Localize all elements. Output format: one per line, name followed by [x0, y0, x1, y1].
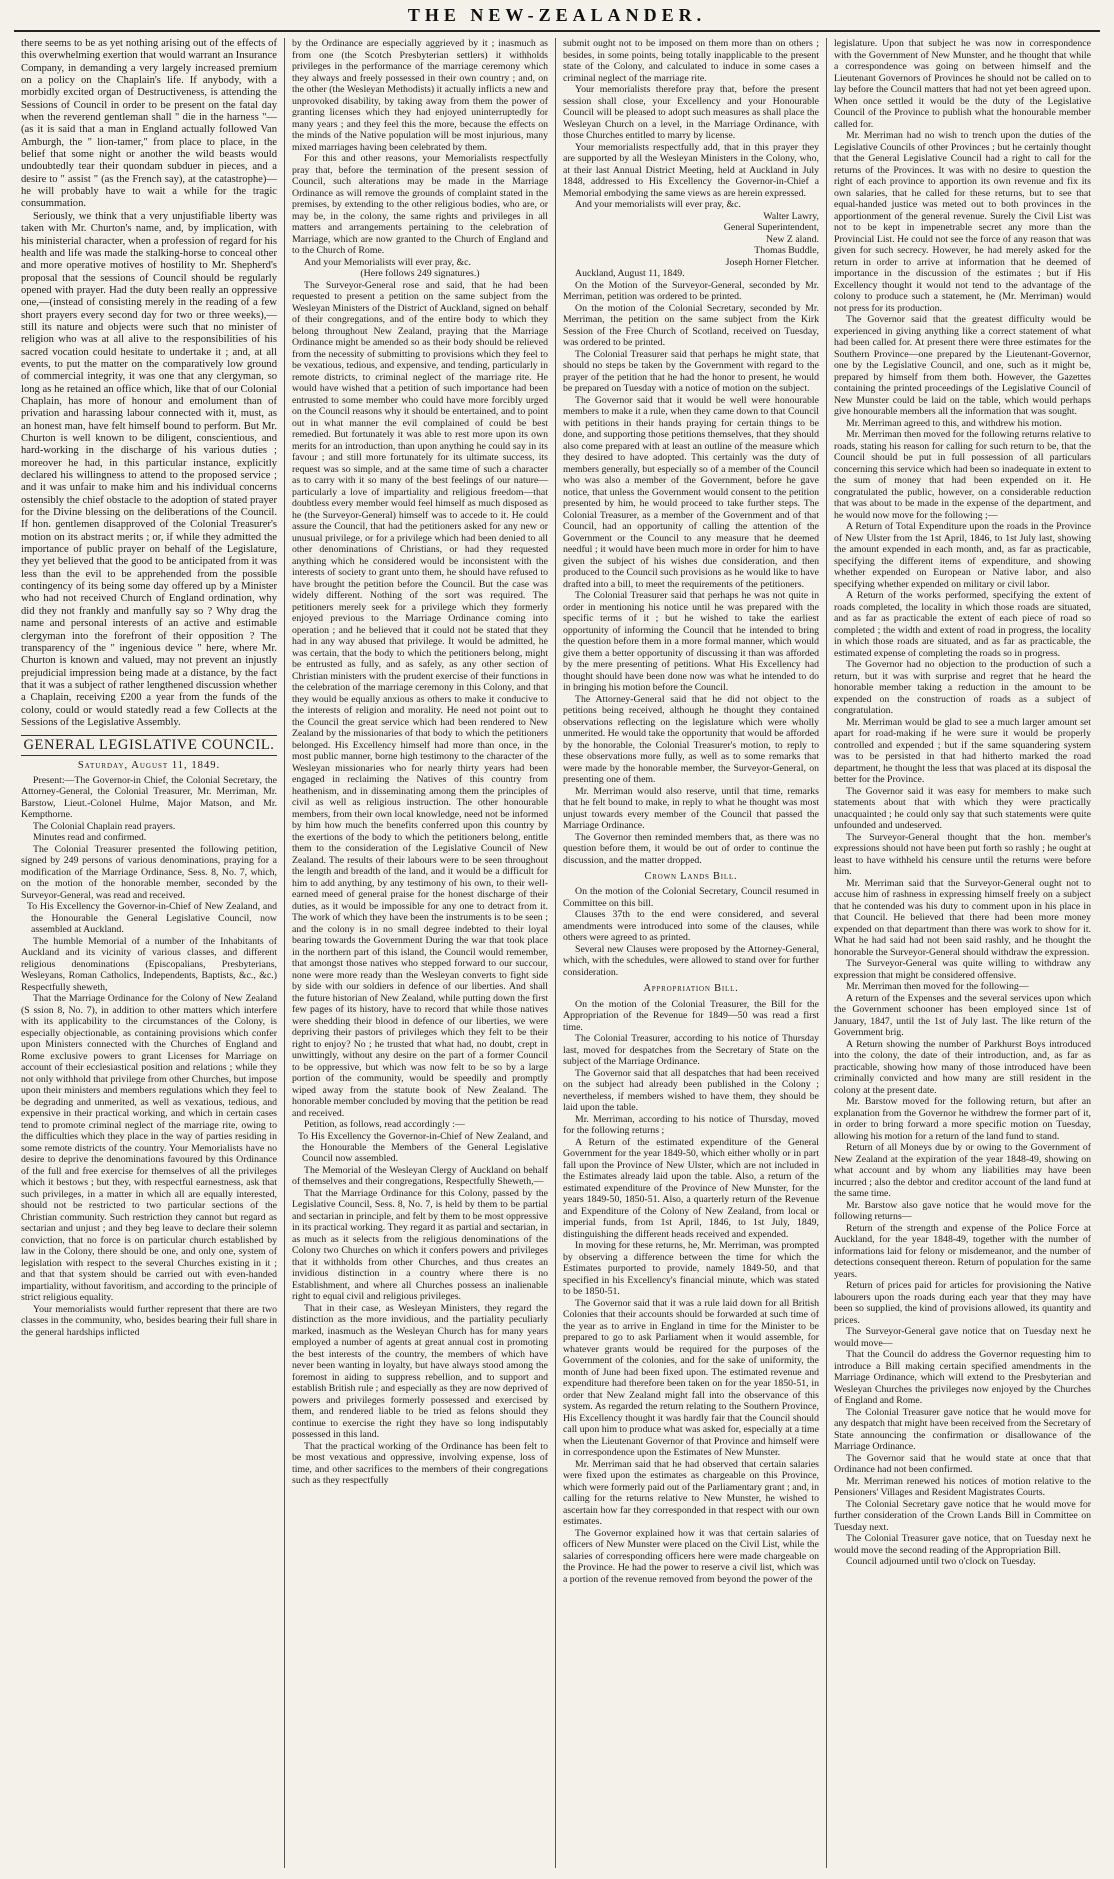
paragraph: A Return of the estimated expenditure of the General Government for the year 1849-50, which either wholly or in part fall upon the Province of New Ulster, which are not included in the Estimates already laid upon the table. Also, a return of the estimated expenditure of the Province of New Munster, for the years 1849-50, 1850-51. Also, a quarterly return of the Revenue and Expenditure of the Colony of New Zealand, from local or imperial funds, from 1st April, 1846, to 1st July, 1849, distinguishing the different heads received and expended.: [563, 1136, 819, 1240]
signature-line: Joseph Horner Fletcher.: [725, 256, 819, 268]
masthead: [14, 0, 1100, 32]
paragraph: Mr. Merriman had no wish to trench upon the duties of the Legislative Councils of other Provinces ; but he certainly thought that the General Legislative Council had a right to call for the returns of the Provinces. It was with no desire to question the right of each province to apportion its own revenue and fix its own salaries, that he called for these returns, but to see that equal-handed justice was meted out to both provinces in the apportionment of the general revenue. Surely the Civil List was not to be kept in impenetrable secret any more than the Provincial List. He could not see the force of any reason that was given for such secrecy. However, he had merely asked for the return in order to arrive at information that he deemed of importance in the discussion of the estimates ; but if His Excellency thought it would not tend to the advantage of the colony to produce such a statement, he (Mr. Merriman) would not press for its production.: [834, 130, 1091, 314]
address-block: To His Excellency the Governor-in-Chief of New Zealand, and the Honourable the Members of the General Legislative Council now assembled.: [298, 1130, 548, 1165]
subheading: Crown Lands Bill.: [644, 871, 738, 882]
paragraph: On the Motion of the Surveyor-General, seconded by Mr. Merriman, petition was ordered to be printed.: [563, 279, 819, 302]
paragraph: there seems to be as yet nothing arising out of the effects of this overwhelming exertion that would warrant an Insurance Company, in demanding a very largely increased premium on a policy on the Chaplain's life. If anybody, with a morbidly excited organ of Destructiveness, is attending the Sessions of Council in order to be present on the fatal day when the reverend gentleman shall " die in the harness "—(as it is said that a man in England actually followed Van Amburgh, the " lion-tamer," from place to place, in the belief that some night or another the wild beasts would undoubtedly tear their quondam subduer in pieces, and a desire to " assist " (as the French say), at the catastrophe)—he will probably have to wait a while for the tragic consummation.: [21, 38, 277, 210]
paragraph: For this and other reasons, your Memorialists respectfully pray that, before the termination of the present session of Council, such alterations may be made in the Marriage Ordinance as will remove the grounds of complaint stated in the premises, by extending to the other religious bodies, who are, or may be, in the colony, the same rights and privileges in all matters and arrangements pertaining to the celebration of Marriage, which are now granted to the Church of England and to the Church of Rome.: [292, 153, 548, 256]
columns: [14, 38, 1100, 1868]
paragraph: Mr. Barstow moved for the following return, but after an explanation from the Governor he withdrew the former part of it, in order to bring forward a more specific motion on Tuesday, allowing his motion for a return of the land fund to stand.: [834, 1096, 1091, 1142]
paragraph: The Memorial of the Wesleyan Clergy of Auckland on behalf of themselves and their congregations, Respectfully Sheweth,—: [292, 1164, 548, 1188]
paragraph: A Return showing the number of Parkhurst Boys introduced into the colony, the date of their introduction, and, as far as practicable, showing how many of those introduced have been criminally convicted and how many are still resident in the colony at the present date.: [834, 1038, 1091, 1096]
paragraph: Mr. Merriman would be glad to see a much larger amount set apart for road-making if he were sure it would be properly controlled and expended ; but if the same squandering system was to be persisted in that had hitherto marked the road department, he thought the less that was placed at its disposal the better for the Province.: [834, 716, 1091, 785]
paragraph: The Surveyor-General was quite willing to withdraw any expression that might be considered offensive.: [834, 958, 1091, 981]
paragraph: Return of all Moneys due by or owing to the Government of New Zealand at the expiration of the year 1848-49, showing on what account and by whom any liabilities may have been incurred ; also the debtor and creditor account of the land fund at the same time.: [834, 1142, 1091, 1199]
section-heading: GENERAL LEGISLATIVE COUNCIL.: [21, 735, 277, 755]
paragraph: Petition, as follows, read accordingly :—: [304, 1119, 465, 1130]
paragraph: The Colonial Treasurer said that perhaps he was not quite in order in mentioning his notice until he was prepared with the specific terms of it ; but he wished to take the earliest opportunity of informing the Council that he intended to bring the question before them in a more formal manner, which would give them a better opportunity of discussing it than was afforded by the mere presenting of petitions. What His Excellency had thought should have been done now was what he intended to do in bringing his motion before the Council.: [563, 590, 819, 693]
paragraph: The Governor said that it was a rule laid down for all British Colonies that their accounts should be forwarded at such time of the year as to arrive in England in time for the Minister to be prepared to go to ask Parliament when it would assemble, for whatever grants would be required for the purposes of the Government of the colonies, and for the sake of uniformity, the month of June had been fixed upon. The estimated revenue and expenditure had therefore been taken on for the year 1850-51, in order that New Zealand might fall into the observance of this system. As regarded the return relating to the Southern Province, His Excellency thought it was hardly fair that the Council should call upon him to produce what was asked for, especially at a time when the Lieutenant Governor of that Province and himself were in correspondence upon the Estimates of New Munster.: [563, 1297, 819, 1459]
paragraph: Your memorialists respectfully add, that in this prayer they are supported by all the Wesleyan Ministers in the Colony, who, at their last Annual District Meeting, held at Auckland in July 1848, addressed to His Excellency the Governor-in-Chief a Memorial embodying the same views as are herein expressed.: [563, 141, 819, 199]
paragraph: Return of prices paid for articles for provisioning the Native labourers upon the roads during each year that they may have been so supplied, the kind of provisions allowed, its quantity and prices.: [834, 1280, 1091, 1326]
paragraph: The Governor said that all despatches that had been received on the subject had already been published in the Colony ; nevertheless, if members wished to have them, they should be laid upon the table.: [563, 1067, 819, 1114]
paragraph: The Governor said that it would be well were honourable members to make it a rule, when they came down to that Council with petitions in their hands praying for certain things to be done, and supporting those petitions themselves, that they should also come prepared with at least an outline of the measure which they desired to have adopted. This certainly was the duty of members generally, but especially so of a member of the Council who was also a member of the Government, before he gave notice, that unless the Government would consent to the petition presented by him, he would proceed to take further steps. The Colonial Treasurer, as a member of the Government and of that Council, had an opportunity of calling the attention of the Government or the Council to any measure that he deemed needful ; it would have been much more in order for him to have given the subject of his wishes due consideration, and then produced to the Council such provisions as he would like to have drafted into a bill, to meet the requirements of the petitioners.: [563, 394, 819, 590]
paragraph: Several new Clauses were proposed by the Attorney-General, which, with the schedules, were allowed to stand over for further consideration.: [563, 943, 819, 978]
signature-line: General Superintendent,: [723, 222, 819, 233]
paragraph: Mr. Merriman renewed his notices of motion relative to the Pensioners' Villages and Resident Magistrates Courts.: [834, 1475, 1091, 1498]
paragraph: Mr. Merriman would also reserve, until that time, remarks that he felt bound to make, in reply to what he thought was most unjust towards every member of the Council that passed the Marriage Ordinance.: [563, 785, 819, 831]
signature-line: Walter Lawry,: [763, 210, 819, 222]
subheading: Appropriation Bill.: [643, 983, 739, 995]
paragraph: On the motion of the Colonial Secretary, Council resumed in Committee on this bill.: [563, 886, 819, 909]
paragraph: Mr. Merriman then moved for the following returns relative to roads, stating his reason for calling for such return to be, that the Council should be put in full possession of all particulars concerning this service which had been so inadequate in extent to the sum of money that had been expended on it. He congratulated the public, however, on a considerable reduction that was about to be made in the expense of the department, and he would now move for the following ;—: [834, 429, 1091, 521]
paragraph: The Governor explained how it was that certain salaries of officers of New Munster were placed on the Civil List, while the salaries of corresponding officers here were made chargeable on the Province. He had the power to reserve a civil list, which was a portion of the revenue removed from beyond the power of the: [563, 1527, 819, 1585]
paragraph: The Colonial Secretary gave notice that he would move for further consideration of the Crown Lands Bill in Committee on Tuesday next.: [834, 1498, 1091, 1533]
masthead-title: THE NEW-ZEALANDER.: [407, 4, 707, 25]
paragraph: The Colonial Treasurer said that perhaps he might state, that should no steps be taken by the Government with regard to the prayer of the petition that he had the honor to present, he would be prepared on Tuesday with a notice of motion on the subject.: [563, 348, 819, 394]
signature-line: New Z aland.: [765, 233, 819, 245]
paragraph: The Colonial Treasurer gave notice that he would move for any despatch that might have been received from the Secretary of State announcing the confirmation or disallowance of the Marriage Ordinance.: [834, 1406, 1091, 1452]
paragraph: And your memorialists will ever pray, &c.: [575, 199, 741, 210]
paragraph: Present:—The Governor-in Chief, the Colonial Secretary, the Attorney-General, the Colonial Treasurer, Mr. Merriman, Mr. Barstow, Lieut.-Colonel Hulme, Major Matson, and Mr. Kempthorne.: [21, 774, 277, 821]
paragraph: submit ought not to be imposed on them more than on others ; besides, in some points, being totally inapplicable to the present state of the Colony, and calculated to induce in some cases a criminal neglect of the marriage rite.: [563, 38, 819, 84]
paragraph: The Attorney-General said that he did not object to the petitions being received, although he thought they contained observations reflecting on the legislature which were wholly unmerited. He would take the opportunity that would be afforded by the honorable, the Colonial Treasurer's motion, to reply to these observations more fully, as well as to some remarks that were made by the honorable member, the Surveyor-General, on presenting one of them.: [563, 693, 819, 785]
paragraph: The Governor had no objection to the production of such a return, but it was with surprise and regret that he heard the honorable member taking a reduction in the amount to be expended on the construction of roads as a subject of congratulation.: [834, 659, 1091, 716]
paragraph: Seriously, we think that a very unjustifiable liberty was taken with Mr. Churton's name, and, by implication, with his ministerial character, when a profession of regard for his health and life was made the stalking-horse to conceal other and more operative motives of hostility to Mr. Shepherd's proposal that the sessions of Council should be regularly opened with prayer. Had the duty been really an oppressive one,—(instead of consisting merely in the reading of a few short prayers every second day for two or three weeks),—still its nature and objects were such that no minister of religion who was at all alive to the responsibilities of his sacred vocation could hesitate to undertake it ; and, at all events, to put the matter on the comparatively low ground of commercial integrity, it was one that any clergyman, so long as he retained an office which, like that of our Colonial Chaplain, has more of honour and emolument than of privation and harassing labour connected with it, must, as an honest man, have felt himself bound to perform. But Mr. Churton is well known to be diligent, conscientious, and hard-working in the discharge of his various duties ; moreover he had, in this particular instance, explicitly declared his willingness to attend to the proposed service ; and it was unfair to make him and his individual concerns ostensibly the chief obstacle to the adoption of stated prayer for the Divine blessing on the deliberations of the Council. If hon. gentlemen disapproved of the Colonial Treasurer's motion on its abstract merits ; or, if while they admitted the importance of public prayer on behalf of the Legislature, they yet believed that the good to be anticipated from it was less than the evil to be apprehended from the possible contingency of its being some day offered up by a Minister who had not received Church of England ordination, why did they not frankly and manfully say so ? Why drag the name and personal interests of an active and estimable clergyman into the forefront of their opposition ? The transparency of the " ingenious device " here, where Mr. Churton is known and valued, may not prevent an injustly prejudicial impression being made at a distance, by the fact that it was a subject of rather lengthened discussion whether a Chaplain, receiving £200 a year from the funds of the colony, could or would statedly read a few Collects at the Sessions of the Legislative Assembly.: [21, 210, 277, 728]
paragraph: Auckland, August 11, 1849.: [575, 268, 685, 279]
paragraph: The Governor then reminded members that, as there was no question before them, it would be out of order to continue the discussion, and the matter dropped.: [563, 831, 819, 866]
paragraph: legislature. Upon that subject he was now in correspondence with the Government of New Munster, and he thought that while a correspondence was going on between himself and the Lieutenant Governors of Provinces he should not be called on to lay before the Council matters that had not yet been agreed upon. When once settled it would be the duty of the Legislative Council of the Province to publish what the honourable member called for.: [834, 38, 1091, 130]
paragraph: Clauses 37th to the end were considered, and several amendments were introduced into some of the clauses, while others were agreed to as printed.: [563, 909, 819, 944]
address-block: To His Excellency the Governor-in-Chief of New Zealand, and the Honourable the General Legislative Council, now assembled at Auckland.: [27, 901, 277, 936]
paragraph: On the motion of the Colonial Treasurer, the Bill for the Appropriation of the Revenue for 1849—50 was read a first time.: [563, 998, 819, 1033]
paragraph: That in their case, as Wesleyan Ministers, they regard the distinction as the more invidious, and the partiality peculiarly marked, inasmuch as the Wesleyan Church has for many years employed a number of agents at great annual cost in promoting the best interests of the country, the members of which have never been wanting in loyalty, but have always stood among the foremost in aiding to suppress rebellion, and to support and establish British rule ; and especially as they are now deprived of powers and privileges formerly possessed and exercised by them, and rendered liable to be tried as felons should they continue to exercise the right they have so long indisputably possessed in this land.: [292, 1302, 548, 1441]
paragraph: The Surveyor-General rose and said, that he had been requested to present a petition on the same subject from the Wesleyan Ministers of the District of Auckland, signed on behalf of their congregations, and of the entire body to which they belong throughout New Zealand, praying that the Marriage Ordinance might be amended so as their body should be relieved from the necessity of submitting to provisions which they feel to be vexatious, tedious, and expensive, and tending, particularly in remote districts, to criminal neglect of the marriage rite. He would have wished that a petition of such importance had been entrusted to some member who could have more forcibly urged on the Council reasons why it should be entertained, and to point out in what manner the evil complained of could be best remedied. But fortunately it was able to rest more upon its own merits for an introduction, than upon anything he could say in its favour ; and still more fortunately for its ultimate success, its request was so simple, and at the same time of such a character as to carry with it so many of the best feelings of our nature—particularly a love of impartiality and religious freedom—that doubtless every member would feel himself as much disposed as he (the Surveyor-General) himself was to accede to it. He could assure the Council, that had the petitioners asked for any new or unusual privilege, or for a privilege which had been denied to all other denominations of Christians, or had they requested anything which he considered would be inconsistent with the interests of society to grant unto them, he should have refused to have brought the petition before the Council. But the case was widely different. Nothing of the sort was required. The petitioners merely seek for a privilege which they formerly enjoyed previous to the Marriage Ordinance coming into operation ; and he believed that it could not be stated that they had in any way abused that privilege. It would be admitted, he was certain, that the body to which the petitioners belong, might be entrusted as fully, and as safely, as any other section of Christian ministers with the prudent exercise of their functions in the celebration of the marriage ceremony in this Colony, and that they would be equally anxious as others to make it conducive to the interests of religion and morality. He need not point out to the Council the great service which had been rendered to New Zealand by the missionaries of that body to which the petitioners belonged. His Excellency himself had more than once, in the most public manner, borne high testimony to the character of the Wesleyan missionaries who for nearly thirty years had been engaged in reclaiming the Natives of this country from heathenism, and in disseminating among them the principles of civil as well as religious instruction. The other honourable members, from their own local knowledge, need not be informed by him how much the benefits conferred upon this country by the exertions of the body to which the petitioners belong, entitle them to the consideration of the Legislative Council of New Zealand. The results of their labours were to be seen throughout the length and breadth of the land, and it would be a difficult for him to add anything, by any testimony of his own, to their well-earned meed of general praise for the honest discharge of their duties, as it would be impossible for any one to detract from it. The work of which they have been the instruments is to be seen ; and the colony is in no small degree indebted to their loyal bearing towards the Government During the war that took place in the northern part of this island, the Council would remember, that amongst those natives who stepped forward to our succour, none were more ready than the Wesleyan converts to fight side by side with our soldiers in defence of our liberties. And shall the future historian of New Zealand, while putting down the first few pages of its history, have to record that while those natives were shedding their blood in defence of our liberties, we were depriving their pastors of privileges which they felt to be their right to enjoy? No ; he trusted that what had, no doubt, crept in unwittingly, without any desire on the part of a former Council to be oppressive, but which was now felt to be so by a large portion of the community, would be speedily and promptly wiped away from the statute book of New Zealand. The honorable member concluded by moving that the petition be read and received.: [292, 279, 549, 1119]
paragraph: The Surveyor-General thought that the hon. member's expressions should not have been put forth so rashly ; he ought at least to have withheld his censure until the returns were before him.: [834, 831, 1091, 877]
paragraph: by the Ordinance are especially aggrieved by it ; inasmuch as from one (the Scotch Presbyterian settlers) it withholds privileges in the performance of the marriage ceremony which they always and freely possessed in their own country ; and, on the other (the Wesleyan Methodists) it actually inflicts a new and unprovoked disability, by taking away from them the power of granting licenses which they had enjoyed uninterruptedly for many years ; and they feel this the more, because the effects on the minds of the Native population will be most injurious, many mixed marriages having been celebrated by them.: [292, 38, 548, 153]
column-3: [556, 38, 827, 1868]
paragraph: (Here follows 249 signatures.): [360, 268, 480, 279]
paragraph: A Return of the works performed, specifying the extent of roads completed, the locality in which those roads are situated, and as far as practicable the extent of each piece of road so completed ; the width and extent of road in progress, the locality in which those roads are situated, and as far as practicable, the estimated expense of completing the roads so in progress.: [834, 590, 1091, 659]
dateline: Saturday, August 11, 1849.: [77, 759, 221, 771]
paragraph: A return of the Expenses and the several services upon which the Government schooner has been employed since 1st of January, 1847, until the 1st of July last. The like return of the Government brig.: [834, 992, 1091, 1038]
paragraph: That the Council do address the Governor requesting him to introduce a Bill making certain specified amendments in the Marriage Ordinance, which will extend to the Presbyterian and Wesleyan Churches the privileges now enjoyed by the Churches of England and Rome.: [834, 1349, 1091, 1406]
paragraph: Mr. Merriman said that he had observed that certain salaries were fixed upon the estimates as chargeable on this Province, which were formerly paid out of the Parliamentary grant ; and, in calling for the returns relative to New Munster, he wished to ascertain how far they corresponded in that respect with our own estimates.: [563, 1458, 819, 1528]
paragraph: The Governor said that he would state at once that that Ordinance had not been confirmed.: [834, 1452, 1091, 1475]
column-4: [827, 38, 1098, 1868]
paragraph: The Colonial Treasurer, according to his notice of Thursday last, moved for despatches from the Secretary of State on the subject of the Marriage Ordinance.: [563, 1033, 819, 1068]
paragraph: That the Marriage Ordinance for the Colony of New Zealand (S ssion 8, No. 7), in addition to other matters which interfere with its applicability to the circumstances of the Colony, is especially objectionable, as containing provisions which confer upon Ministers connected with the Churches of England and Rome exclusive powers to grant Licenses for Marriage on account of their ecclesiastical position and relations ; while they not only withhold that privilege from other Churches, but impose upon their ministers and members regulations which they feel to be degrading and unmerited, as well as vexatious, tedious, and expensive in their practical working, and which in certain cases tend to promote criminal neglect of the marriage rite, owing to the difficulties which they place in the way of parties residing in some remote districts of the country. Your Memorialists have no desire to deprive the denominations favoured by this Ordinance of the full and free exercise for themselves of all the privileges which it bestows ; but they, with respectful earnestness, ask that such privileges, in a matter in which all are equally interested, should not be restricted to two particular sections of the Christian community. Such restriction they cannot but regard as sectarian and unjust ; and they beg leave to declare their solemn conviction, that no force is on particular church established by law in the Colony, there should be one, and only one, system of legislation with respect to the several Churches existing in it ; and that that system should be carried out with even-handed impartiality, without favoritism, and according to the principle of strict religious equality.: [21, 993, 277, 1304]
paragraph: The Colonial Treasurer gave notice, that on Tuesday next he would move the second reading of the Appropriation Bill.: [834, 1533, 1091, 1556]
signature-line: Thomas Buddle,: [754, 245, 819, 256]
paragraph: The Governor said it was easy for members to make such statements about that with which they were practically unacquainted ; he could only say that such statements were quite unfounded and undeserved.: [834, 785, 1091, 831]
paragraph: That the practical working of the Ordinance has been felt to be most vexatious and oppressive, involving expense, loss of time, and other sacrifices to the members of their congregations such as they respectfully: [292, 1440, 548, 1487]
paragraph: On the motion of the Colonial Secretary, seconded by Mr. Merriman, the petition on the same subject from the Kirk Session of the Free Church of Scotland, received on Tuesday, was ordered to be printed.: [563, 302, 819, 348]
paragraph: In moving for these returns, he, Mr. Merriman, was prompted by observing a difference between the time for which the Estimates purported to provide, namely 1849-50, and that specified in his Excellency's financial minute, which was stated to be 1850-51.: [563, 1240, 819, 1298]
paragraph: Mr. Merriman, according to his notice of Thursday, moved for the following returns ;: [563, 1113, 819, 1137]
paragraph: Your memorialists therefore pray that, before the present session shall close, your Excellency and your Honourable Council will be pleased to adopt such measures as shall place the Wesleyan Church on a level, in the Marriage Ordinance, with those Churches entitled to marry by license.: [563, 84, 819, 141]
paragraph: That the Marriage Ordinance for this Colony, passed by the Legislative Council, Sess. 8, No. 7, is held by them to be partial and sectarian in principle, and felt by them to be most oppressive in its practical working. They regard it as partial and sectarian, in as much as it selects from the religious denominations of the Colony two Churches on which it confers powers and privileges that it withholds from other Churches, and thus creates an invidious distinction in a country where there is no Establishment, and where all Churches possess an inalienable right to equal civil and religious privileges.: [292, 1187, 548, 1303]
paragraph: The Surveyor-General gave notice that on Tuesday next he would move—: [834, 1326, 1091, 1349]
paragraph: The Governor said that the greatest difficulty would be experienced in giving anything like a correct statement of what had been called for. At present there were three estimates for the Southern Province—one prepared by the Lieutenant-Governor, one by the Legislative Council, and one, such as it might be, prepared by himself from them both. However, the Gazettes containing the printed proceedings of the Legislative Council of New Munster could be laid on the table, which would perhaps give honourable members all the information that was sought.: [834, 314, 1091, 417]
paragraph: Mr. Barstow also gave notice that he would move for the following returns—: [834, 1199, 1091, 1222]
column-1: [14, 38, 285, 1868]
paragraph: Mr. Merriman said that the Surveyor-General ought not to accuse him of rashness in expressing himself freely on a subject that he contended was his duty to comment upon in his place in that Council. He believed that there had been more money expended on that department than there was work to show for it. What he had said had not been said rashly, and he thought the honorable the Surveyor-General should withdraw the expression.: [834, 877, 1091, 958]
paragraph: Council adjourned until two o'clock on Tuesday.: [846, 1556, 1036, 1567]
paragraph: And your Memorialists will ever pray, &c.: [304, 256, 471, 268]
paragraph: Mr. Merriman then moved for the following—: [846, 981, 1029, 992]
paragraph: Mr. Merriman agreed to this, and withdrew his motion.: [846, 417, 1062, 429]
paragraph: A Return of Total Expenditure upon the roads in the Province of New Ulster from the 1st April, 1846, to 1st July last, showing the amount expended in each month, and, as far as practicable, specifying the different items of expenditure, and showing whether expended on European or Native labor, and also specifying whether expended on military or civil labor.: [834, 521, 1091, 590]
paragraph: Return of the strength and expense of the Police Force at Auckland, for the year 1848-49, together with the number of informations laid for felony or misdemeanor, and the number of detections consequent thereon. Return of population for the same years.: [834, 1222, 1091, 1280]
column-2: [285, 38, 556, 1868]
paragraph: The Colonial Chaplain read prayers.: [33, 820, 176, 832]
paragraph: The humble Memorial of a number of the Inhabitants of Auckland and its vicinity of various classes, and different religious denominations (Episcopalians, Presbyterians, Wesleyans, Roman Catholics, Independents, Baptists, &c., &c.) Respectfully sheweth,: [21, 935, 277, 993]
paragraph: Minutes read and confirmed.: [33, 832, 147, 844]
paragraph: Your memorialists would further represent that there are two classes in the community, who, besides bearing their full share in the general hardships inflicted: [21, 1303, 277, 1338]
paragraph: The Colonial Treasurer presented the following petition, signed by 249 persons of various denominations, praying for a modification of the Marriage Ordinance, Sess. 8, No. 7, which, on the motion of the honorable member, seconded by the Surveyor-General, was read and received.: [21, 843, 277, 901]
